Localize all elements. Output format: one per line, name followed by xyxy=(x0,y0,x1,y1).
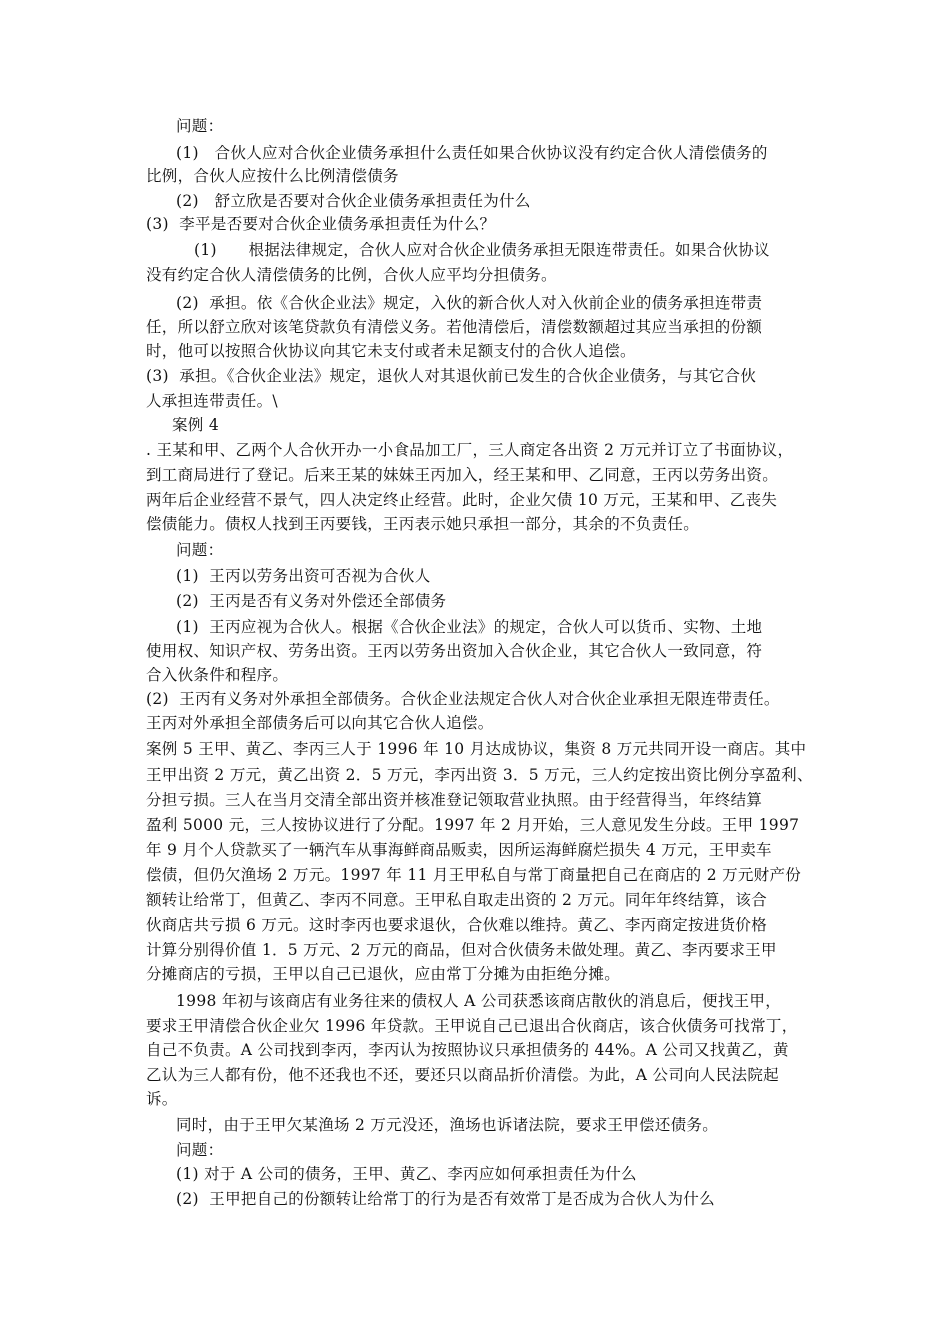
text-line: (1) 王丙以劳务出资可否视为合伙人 xyxy=(176,567,431,585)
text-line: (2) 王甲把自己的份额转让给常丁的行为是否有效常丁是否成为合伙人为什么 xyxy=(176,1190,715,1208)
text-line: 年 9 月个人贷款买了一辆汽车从事海鲜商品贩卖，因所运海鲜腐烂损失 4 万元，王甲卖车 xyxy=(146,841,772,859)
text-line: 分摊商店的亏损，王甲以自己已退伙，应由常丁分摊为由拒绝分摊。 xyxy=(146,965,621,983)
text-line: 两年后企业经营不景气，四人决定终止经营。此时，企业欠债 10 万元，王某和甲、乙丧失 xyxy=(146,491,778,509)
text-line: 王甲出资 2 万元，黄乙出资 2．5 万元，李丙出资 3．5 万元，三人约定按出资比例分享盈利、 xyxy=(146,766,813,784)
text-line: 自己不负责。A 公司找到李丙，李丙认为按照协议只承担债务的 44%。A 公司又找黄乙，黄 xyxy=(146,1041,789,1059)
text-line: (1) 对于 A 公司的债务，王甲、黄乙、李丙应如何承担责任为什么 xyxy=(176,1165,637,1183)
text-line: 问题： xyxy=(176,1141,224,1159)
text-line: 同时，由于王甲欠某渔场 2 万元没还，渔场也诉诸法院，要求王甲偿还债务。 xyxy=(176,1116,719,1134)
text-line: 人承担连带责任。\ xyxy=(146,392,278,410)
text-line: 比例，合伙人应按什么比例清偿债务 xyxy=(146,167,399,185)
text-line: (3) 承担。《合伙企业法》规定，退伙人对其退伙前已发生的合伙企业债务，与其它合伙 xyxy=(146,367,757,385)
text-line: 合入伙条件和程序。 xyxy=(146,666,289,684)
text-line: 没有约定合伙人清偿债务的比例，合伙人应平均分担债务。 xyxy=(146,266,557,284)
text-line: 分担亏损。三人在当月交清全部出资并核准登记领取营业执照。由于经营得当，年终结算 xyxy=(146,791,763,809)
text-line: (1) 合伙人应对合伙企业债务承担什么责任如果合伙协议没有约定合伙人清偿债务的 xyxy=(176,144,768,162)
text-line: (1) 王丙应视为合伙人。根据《合伙企业法》的规定，合伙人可以货币、实物、土地 xyxy=(176,618,763,636)
text-line: 计算分别得价值 1．5 万元、2 万元的商品，但对合伙债务未做处理。黄乙、李丙要求王甲 xyxy=(146,941,777,959)
text-line: 时，他可以按照合伙协议向其它未支付或者未足额支付的合伙人追偿。 xyxy=(146,342,636,360)
text-line: . 王某和甲、乙两个人合伙开办一小食品加工厂，三人商定各出资 2 万元并订立了书面协议， xyxy=(146,441,794,459)
text-line: 偿债，但仍欠渔场 2 万元。1997 年 11 月王甲私自与常丁商量把自己在商店的 2 万元财产份 xyxy=(146,866,802,884)
text-line: 问题： xyxy=(176,541,224,559)
text-line: 案例 4 xyxy=(172,416,219,434)
text-line: 案例 5 王甲、黄乙、李丙三人于 1996 年 10 月达成协议，集资 8 万元共同开设一商店。其中 xyxy=(146,740,807,758)
text-line: 王丙对外承担全部债务后可以向其它合伙人追偿。 xyxy=(146,714,494,732)
text-line: (2) 王丙是否有义务对外偿还全部债务 xyxy=(176,592,447,610)
text-line: 盈利 5000 元，三人按协议进行了分配。1997 年 2 月开始，三人意见发生分歧。王甲 1997 xyxy=(146,816,800,834)
text-line: 额转让给常丁，但黄乙、李丙不同意。王甲私自取走出资的 2 万元。同年年终结算，该合 xyxy=(146,891,768,909)
text-line: 问题： xyxy=(176,117,224,135)
text-line: 诉。 xyxy=(146,1090,178,1108)
text-line: 偿债能力。债权人找到王丙要钱，王丙表示她只承担一部分，其余的不负责任。 xyxy=(146,515,700,533)
text-line: (1) 根据法律规定，合伙人应对合伙企业债务承担无限连带责任。如果合伙协议 xyxy=(194,241,770,259)
text-line: 乙认为三人都有份，他不还我也不还，要还只以商品折价清偿。为此，A 公司向人民法院起 xyxy=(146,1066,779,1084)
text-line: 要求王甲清偿合伙企业欠 1996 年贷款。王甲说自己已退出合伙商店，该合伙债务可找常丁， xyxy=(146,1017,798,1035)
text-line: (2) 王丙有义务对外承担全部债务。合伙企业法规定合伙人对合伙企业承担无限连带责任。 xyxy=(146,690,780,708)
text-line: 任，所以舒立欣对该笔贷款负有清偿义务。若他清偿后，清偿数额超过其应当承担的份额 xyxy=(146,318,763,336)
text-line: 1998 年初与该商店有业务往来的债权人 A 公司获悉该商店散伙的消息后，便找王甲， xyxy=(176,992,782,1010)
text-line: (2) 舒立欣是否要对合伙企业债务承担责任为什么 xyxy=(176,192,531,210)
text-line: 使用权、知识产权、劳务出资。王丙以劳务出资加入合伙企业，其它合伙人一致同意，符 xyxy=(146,642,763,660)
text-line: 伙商店共亏损 6 万元。这时李丙也要求退伙，合伙难以维持。黄乙、李丙商定按进货价格 xyxy=(146,916,768,934)
text-line: (2) 承担。依《合伙企业法》规定，入伙的新合伙人对入伙前企业的债务承担连带责 xyxy=(176,294,763,312)
text-line: 到工商局进行了登记。后来王某的妹妹王丙加入，经王某和甲、乙同意，王丙以劳务出资。 xyxy=(146,466,779,484)
text-line: (3) 李平是否要对合伙企业债务承担责任为什么？ xyxy=(146,215,496,233)
